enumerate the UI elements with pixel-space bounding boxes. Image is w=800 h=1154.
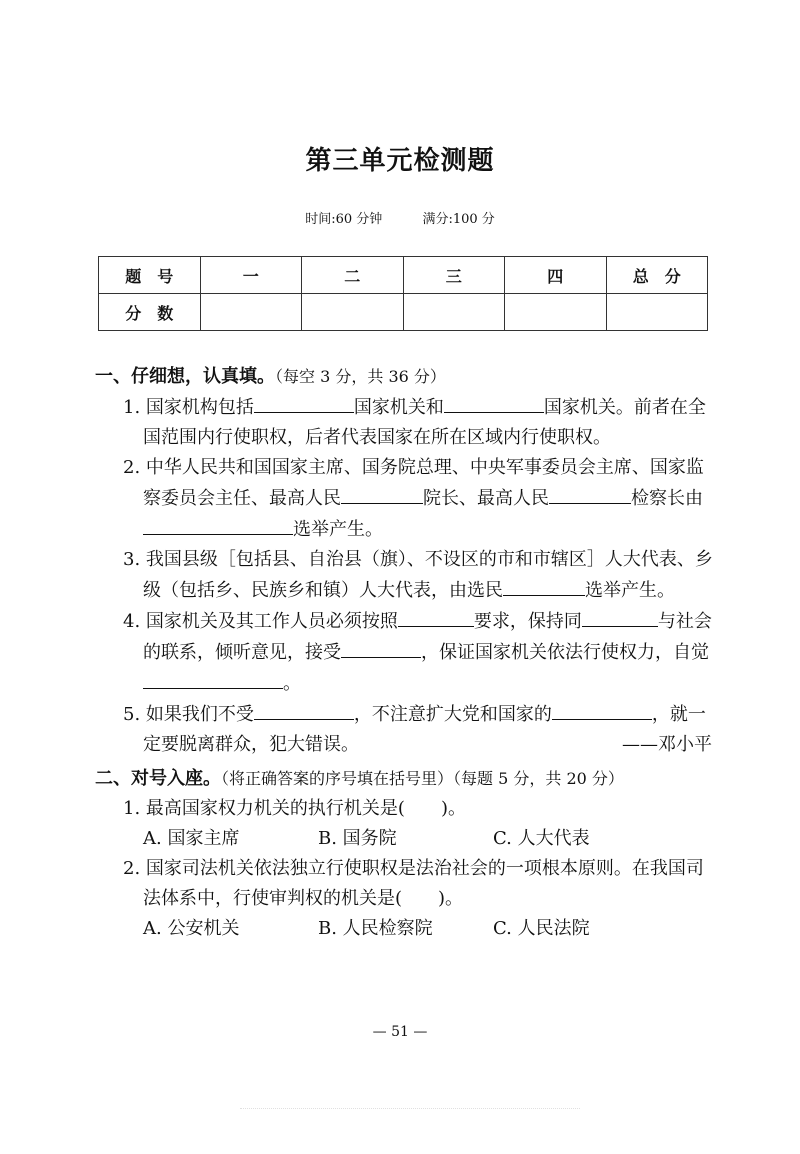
- score-header-cell: 四: [505, 257, 607, 294]
- section-title: 二、对号入座。: [95, 768, 221, 789]
- quote-attribution: ——邓小平: [622, 734, 712, 755]
- option-a[interactable]: A. 公安机关: [143, 918, 240, 939]
- option-b[interactable]: B. 人民检察院: [318, 918, 433, 939]
- score-table-score-row: [99, 294, 708, 331]
- answer-blank[interactable]: [143, 514, 293, 535]
- option-a[interactable]: A. 国家主席: [143, 828, 240, 849]
- answer-blank[interactable]: [341, 637, 421, 658]
- page-number: — 51 —: [372, 1024, 428, 1040]
- score-header-cell: 一: [200, 257, 302, 294]
- question-item: [115, 545, 720, 606]
- question-number: 1.: [123, 397, 141, 418]
- page-title: 第三单元检测题: [305, 146, 495, 176]
- score-input-cell[interactable]: [403, 294, 505, 331]
- question-text: 与社会的联系，倾听意见，接受: [143, 611, 712, 663]
- question-number: 3.: [123, 549, 141, 570]
- section-note: （将正确答案的序号填在括号里）（每题 5 分，共 20 分）: [221, 769, 624, 788]
- question-item: [115, 699, 720, 760]
- question-item: [115, 392, 720, 453]
- score-header-cell: 总 分: [606, 257, 708, 294]
- answer-blank[interactable]: [549, 483, 631, 504]
- footer-divider: [240, 1108, 580, 1117]
- question-number: 2.: [123, 457, 141, 478]
- question-text: 院长、最高人民: [423, 488, 549, 509]
- question-number: 5.: [123, 704, 141, 725]
- score-header-cell: 二: [302, 257, 404, 294]
- option-c[interactable]: C. 人民法院: [493, 918, 590, 939]
- section-fill-in: [95, 362, 720, 760]
- question-number: 2.: [123, 858, 141, 879]
- score-input-cell[interactable]: [200, 294, 302, 331]
- question-text: 。: [283, 673, 301, 694]
- score-input-cell[interactable]: [505, 294, 607, 331]
- answer-blank[interactable]: [503, 575, 585, 596]
- score-table-header-row: [99, 257, 708, 294]
- question-text: 选举产生。: [585, 580, 675, 601]
- exam-time: 时间:60 分钟: [305, 212, 383, 227]
- question-item: [115, 854, 720, 914]
- question-text: 要求，保持同: [473, 611, 582, 632]
- question-text: 最高国家权力机关的执行机关是( )。: [145, 798, 466, 819]
- question-text: 选举产生。: [293, 519, 383, 540]
- score-input-cell[interactable]: [606, 294, 708, 331]
- answer-blank[interactable]: [341, 483, 423, 504]
- score-row-label: 分 数: [99, 294, 201, 331]
- section-heading: [95, 764, 720, 794]
- answer-blank[interactable]: [143, 668, 283, 689]
- question-item: [115, 606, 720, 699]
- answer-blank[interactable]: [444, 392, 544, 413]
- question-item: [115, 794, 720, 824]
- exam-full-score: 满分:100 分: [422, 212, 495, 227]
- exam-content: [95, 358, 720, 944]
- score-header-cell: 题 号: [99, 257, 201, 294]
- section-title: 一、仔细想，认真填。: [95, 366, 275, 387]
- question-text: 检察长由: [631, 488, 703, 509]
- question-text: ，就一定要脱离群众，犯大错误。: [143, 704, 706, 755]
- score-header-cell: 三: [403, 257, 505, 294]
- question-number: 4.: [123, 611, 141, 632]
- question-text: 我国县级［包括县、自治县（旗）、不设区的市和市辖区］人大代表、乡级（包括乡、民族乡和镇）人大代表，由选民: [143, 549, 713, 601]
- option-row: [95, 914, 720, 944]
- question-number: 1.: [123, 798, 141, 819]
- question-text: ，保证国家机关依法行使权力，自觉: [421, 642, 709, 663]
- question-text: 国家机构包括: [145, 397, 254, 418]
- answer-blank[interactable]: [254, 699, 354, 720]
- section-heading: [95, 362, 720, 392]
- question-text: 国家司法机关依法独立行使职权是法治社会的一项根本原则。在我国司法体系中，行使审判权的机关是( )。: [143, 858, 704, 909]
- question-text: 如果我们不受: [145, 704, 254, 725]
- answer-blank[interactable]: [582, 606, 658, 627]
- option-row: [95, 824, 720, 854]
- section-multiple-choice: [95, 764, 720, 944]
- answer-blank[interactable]: [552, 699, 652, 720]
- question-text: 中华人民共和国国家主席、国务院总理、中央军事委员会主席、国家监察委员会主任、最高人民: [143, 457, 704, 509]
- exam-meta: [0, 208, 800, 227]
- option-b[interactable]: B. 国务院: [318, 828, 397, 849]
- section-note: （每空 3 分，共 36 分）: [275, 367, 446, 386]
- question-text: 国家机关及其工作人员必须按照: [145, 611, 398, 632]
- answer-blank[interactable]: [398, 606, 474, 627]
- question-text: 国家机关。前者在全国范围内行使职权，后者代表国家在所在区域内行使职权。: [143, 397, 706, 448]
- question-text: ，不注意扩大党和国家的: [353, 704, 552, 725]
- question-text: 国家机关和: [353, 397, 444, 418]
- score-table: [98, 256, 708, 331]
- option-c[interactable]: C. 人大代表: [493, 828, 590, 849]
- answer-blank[interactable]: [254, 392, 354, 413]
- score-input-cell[interactable]: [302, 294, 404, 331]
- question-item: [115, 453, 720, 545]
